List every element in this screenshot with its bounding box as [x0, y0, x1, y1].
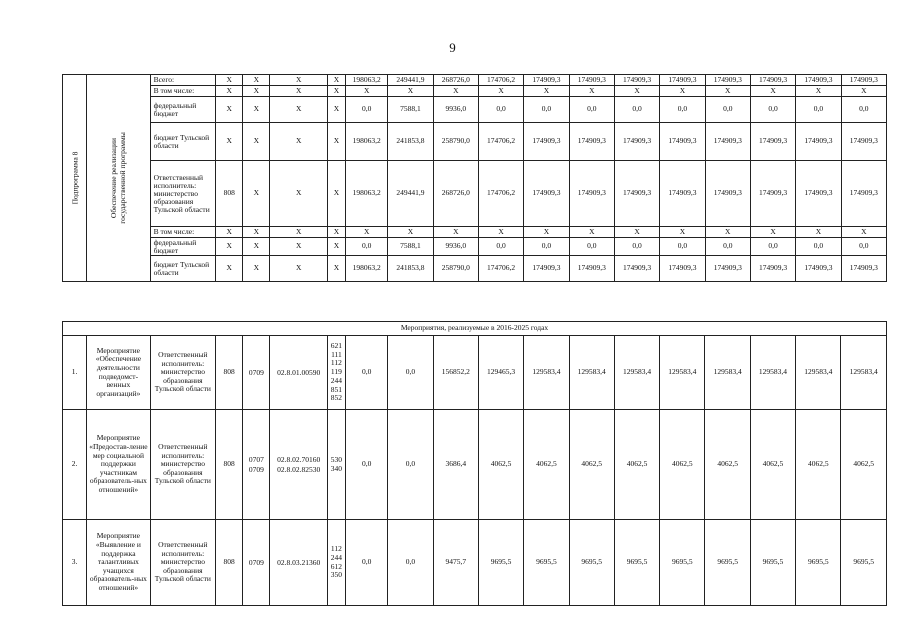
year-value: 0,0 — [524, 97, 569, 123]
year-value: 174909,3 — [841, 123, 886, 161]
year-value: 0,0 — [750, 97, 795, 123]
code-grbs: Х — [216, 238, 243, 256]
year-value: 198063,2 — [346, 123, 388, 161]
year-value: Х — [796, 227, 841, 238]
activity-name: Мероприятие «Предостав-ление мер социальной поддержки участникам образователь-ных отношений» — [87, 410, 150, 520]
year-value: 258790,0 — [433, 256, 478, 282]
year-value: 174909,3 — [750, 256, 795, 282]
year-value: Х — [796, 86, 841, 97]
year-value: Х — [569, 86, 614, 97]
activity-number: 3. — [63, 520, 87, 606]
year-value: Х — [614, 227, 659, 238]
year-value: 249441,9 — [388, 75, 433, 86]
code-vr: Х — [327, 97, 345, 123]
code-vr: Х — [327, 256, 345, 282]
year-value: 174909,3 — [614, 123, 659, 161]
code-grbs: Х — [216, 256, 243, 282]
year-value: Х — [660, 86, 705, 97]
code-grbs: 808 — [216, 161, 243, 227]
code-vr: 112 244 612 350 — [327, 520, 345, 606]
code-grbs: Х — [216, 227, 243, 238]
year-value: 4062,5 — [569, 410, 614, 520]
code-grbs: 808 — [216, 336, 243, 410]
activities-header-row — [63, 322, 887, 336]
year-value: 0,0 — [346, 97, 388, 123]
year-value: 174909,3 — [614, 256, 659, 282]
year-value: 0,0 — [796, 238, 841, 256]
subprogram-name-line: государственной программы — [118, 132, 128, 224]
year-value: 0,0 — [660, 238, 705, 256]
year-value: 174909,3 — [569, 161, 614, 227]
code-rzpr: Х — [243, 227, 270, 238]
year-value: 174909,3 — [705, 75, 750, 86]
year-value: 0,0 — [478, 238, 523, 256]
code-grbs: 808 — [216, 410, 243, 520]
code-csr: Х — [270, 161, 327, 227]
subprogram-row — [63, 123, 887, 161]
year-value: 258790,0 — [433, 123, 478, 161]
year-value: 174909,3 — [660, 75, 705, 86]
year-value: 0,0 — [841, 97, 886, 123]
code-csr: Х — [270, 86, 327, 97]
year-value: 129583,4 — [796, 336, 841, 410]
year-value: 9695,5 — [569, 520, 614, 606]
code-vr: 530 340 — [327, 410, 345, 520]
year-value: 9695,5 — [614, 520, 659, 606]
code-csr: Х — [270, 123, 327, 161]
row-label: В том числе: — [150, 227, 215, 238]
year-value: 129583,4 — [841, 336, 887, 410]
year-value: 174909,3 — [524, 123, 569, 161]
year-value: Х — [750, 227, 795, 238]
year-value: Х — [524, 227, 569, 238]
code-vr: Х — [327, 161, 345, 227]
year-value: 198063,2 — [346, 256, 388, 282]
year-value: 174909,3 — [841, 161, 886, 227]
year-value: 129583,4 — [569, 336, 614, 410]
subprogram-title: Подпрограмма 8 — [70, 151, 80, 205]
year-value: 9695,5 — [524, 520, 569, 606]
year-value: 4062,5 — [796, 410, 841, 520]
activity-name: Мероприятие «Выявление и поддержка талантливых учащихся образователь-ных отношений» — [87, 520, 150, 606]
row-label: В том числе: — [150, 86, 215, 97]
year-value: Х — [388, 227, 433, 238]
year-value: Х — [841, 86, 886, 97]
year-value: 129583,4 — [705, 336, 750, 410]
code-csr: Х — [270, 238, 327, 256]
year-value: Х — [346, 86, 388, 97]
activity-row — [63, 410, 887, 520]
code-rzpr: Х — [243, 256, 270, 282]
activity-name: Мероприятие «Обеспечение деятельности подведомст-венных организаций» — [87, 336, 150, 410]
year-value: 174909,3 — [705, 161, 750, 227]
year-value: 9475,7 — [433, 520, 478, 606]
year-value: 174909,3 — [569, 256, 614, 282]
code-vr: Х — [327, 227, 345, 238]
year-value: 174909,3 — [750, 161, 795, 227]
year-value: 174909,3 — [705, 256, 750, 282]
year-value: 129583,4 — [524, 336, 569, 410]
code-grbs: Х — [216, 97, 243, 123]
year-value: 174909,3 — [660, 256, 705, 282]
year-value: 0,0 — [841, 238, 886, 256]
year-value: 9936,0 — [433, 97, 478, 123]
activities-table — [62, 321, 887, 606]
code-rzpr: 0709 — [243, 336, 270, 410]
subprogram-name-cell — [87, 75, 150, 282]
activity-row — [63, 336, 887, 410]
activity-executor: Ответственный исполнитель: министерство образования Тульской области — [150, 520, 215, 606]
year-value: 174909,3 — [796, 161, 841, 227]
year-value: 198063,2 — [346, 75, 388, 86]
code-csr: 02.8.01.00590 — [270, 336, 327, 410]
year-value: 241853,8 — [388, 256, 433, 282]
code-vr: Х — [327, 75, 345, 86]
year-value: Х — [614, 86, 659, 97]
year-value: 174909,3 — [796, 256, 841, 282]
year-value: 174909,3 — [796, 75, 841, 86]
year-value: Х — [388, 86, 433, 97]
subprogram-title-cell — [63, 75, 87, 282]
code-grbs: 808 — [216, 520, 243, 606]
activity-executor: Ответственный исполнитель: министерство образования Тульской области — [150, 410, 215, 520]
year-value: 9695,5 — [705, 520, 750, 606]
year-value: 0,0 — [478, 97, 523, 123]
code-grbs: Х — [216, 123, 243, 161]
year-value: 0,0 — [614, 238, 659, 256]
year-value: 4062,5 — [750, 410, 795, 520]
year-value: 7588,1 — [388, 97, 433, 123]
year-value: Х — [705, 86, 750, 97]
year-value: 4062,5 — [660, 410, 705, 520]
year-value: 174909,3 — [569, 123, 614, 161]
year-value: Х — [569, 227, 614, 238]
year-value: Х — [433, 86, 478, 97]
year-value: 4062,5 — [478, 410, 523, 520]
year-value: 0,0 — [614, 97, 659, 123]
row-label: федеральный бюджет — [150, 97, 215, 123]
year-value: Х — [705, 227, 750, 238]
subprogram-name — [109, 132, 127, 224]
year-value: 3686,4 — [433, 410, 478, 520]
year-value: 174706,2 — [478, 161, 523, 227]
year-value: 0,0 — [750, 238, 795, 256]
year-value: 0,0 — [569, 238, 614, 256]
year-value: 0,0 — [705, 97, 750, 123]
year-value: 174909,3 — [750, 75, 795, 86]
code-csr: 02.8.03.21360 — [270, 520, 327, 606]
year-value: 4062,5 — [524, 410, 569, 520]
code-rzpr: Х — [243, 75, 270, 86]
year-value: 174909,3 — [524, 161, 569, 227]
year-value: 0,0 — [569, 97, 614, 123]
row-label: федеральный бюджет — [150, 238, 215, 256]
code-csr: Х — [270, 75, 327, 86]
subprogram-row — [63, 86, 887, 97]
subprogram-row — [63, 75, 887, 86]
subprogram-row — [63, 238, 887, 256]
year-value: 174706,2 — [478, 75, 523, 86]
year-value: 174909,3 — [660, 123, 705, 161]
year-value: 7588,1 — [388, 238, 433, 256]
activity-number: 1. — [63, 336, 87, 410]
year-value: 174909,3 — [796, 123, 841, 161]
year-value: 174909,3 — [524, 75, 569, 86]
year-value: 0,0 — [345, 410, 387, 520]
year-value: 0,0 — [388, 336, 433, 410]
year-value: 0,0 — [796, 97, 841, 123]
year-value: Х — [524, 86, 569, 97]
activity-number: 2. — [63, 410, 87, 520]
year-value: 9695,5 — [660, 520, 705, 606]
year-value: Х — [478, 227, 523, 238]
year-value: 4062,5 — [841, 410, 887, 520]
year-value: 174706,2 — [478, 123, 523, 161]
year-value: 174909,3 — [614, 161, 659, 227]
year-value: 241853,8 — [388, 123, 433, 161]
year-value: 0,0 — [388, 410, 433, 520]
year-value: Х — [433, 227, 478, 238]
year-value: 249441,9 — [388, 161, 433, 227]
row-label: Всего: — [150, 75, 215, 86]
year-value: 268726,0 — [433, 75, 478, 86]
year-value: 0,0 — [660, 97, 705, 123]
subprogram-row — [63, 97, 887, 123]
year-value: 174909,3 — [660, 161, 705, 227]
year-value: Х — [660, 227, 705, 238]
year-value: 0,0 — [705, 238, 750, 256]
page-number: 9 — [449, 40, 456, 55]
year-value: 174909,3 — [841, 256, 886, 282]
code-csr: Х — [270, 97, 327, 123]
subprogram-row — [63, 227, 887, 238]
year-value: 129583,4 — [750, 336, 795, 410]
year-value: 0,0 — [345, 336, 387, 410]
code-rzpr: Х — [243, 97, 270, 123]
code-rzpr: 0709 — [243, 520, 270, 606]
year-value: 9695,5 — [750, 520, 795, 606]
subprogram-table — [62, 74, 887, 282]
code-rzpr: 0707 0709 — [243, 410, 270, 520]
year-value: 174706,2 — [478, 256, 523, 282]
year-value: 174909,3 — [614, 75, 659, 86]
code-grbs: Х — [216, 86, 243, 97]
code-vr: Х — [327, 123, 345, 161]
code-rzpr: Х — [243, 123, 270, 161]
code-rzpr: Х — [243, 161, 270, 227]
code-csr: 02.8.02.70160 02.8.02.82530 — [270, 410, 327, 520]
code-csr: Х — [270, 227, 327, 238]
code-csr: Х — [270, 256, 327, 282]
code-rzpr: Х — [243, 238, 270, 256]
year-value: 9695,5 — [841, 520, 887, 606]
year-value: 0,0 — [388, 520, 433, 606]
year-value: 174909,3 — [750, 123, 795, 161]
subprogram-row — [63, 256, 887, 282]
year-value: 4062,5 — [705, 410, 750, 520]
row-label: Ответственный исполнитель: министерство образования Тульской области — [150, 161, 215, 227]
activities-header: Мероприятия, реализуемые в 2016-2025 годах — [63, 322, 887, 336]
activity-row — [63, 520, 887, 606]
year-value: 174909,3 — [705, 123, 750, 161]
row-label: бюджет Тульской области — [150, 256, 215, 282]
year-value: 9936,0 — [433, 238, 478, 256]
year-value: 174909,3 — [841, 75, 886, 86]
code-vr: Х — [327, 238, 345, 256]
year-value: 268726,0 — [433, 161, 478, 227]
year-value: 9695,5 — [478, 520, 523, 606]
year-value: 198063,2 — [346, 161, 388, 227]
row-label: бюджет Тульской области — [150, 123, 215, 161]
subprogram-name-line: Обеспечение реализации — [109, 137, 119, 219]
code-rzpr: Х — [243, 86, 270, 97]
year-value: Х — [478, 86, 523, 97]
year-value: 4062,5 — [614, 410, 659, 520]
year-value: 129465,3 — [478, 336, 523, 410]
year-value: 0,0 — [524, 238, 569, 256]
year-value: Х — [346, 227, 388, 238]
year-value: 156852,2 — [433, 336, 478, 410]
year-value: 174909,3 — [524, 256, 569, 282]
year-value: Х — [841, 227, 886, 238]
activity-executor: Ответственный исполнитель: министерство образования Тульской области — [150, 336, 215, 410]
code-grbs: Х — [216, 75, 243, 86]
subprogram-row — [63, 161, 887, 227]
year-value: 174909,3 — [569, 75, 614, 86]
year-value: 129583,4 — [614, 336, 659, 410]
year-value: 0,0 — [345, 520, 387, 606]
year-value: 0,0 — [346, 238, 388, 256]
year-value: 129583,4 — [660, 336, 705, 410]
code-vr: 621 111 112 119 244 851 852 — [327, 336, 345, 410]
code-vr: Х — [327, 86, 345, 97]
year-value: Х — [750, 86, 795, 97]
year-value: 9695,5 — [796, 520, 841, 606]
